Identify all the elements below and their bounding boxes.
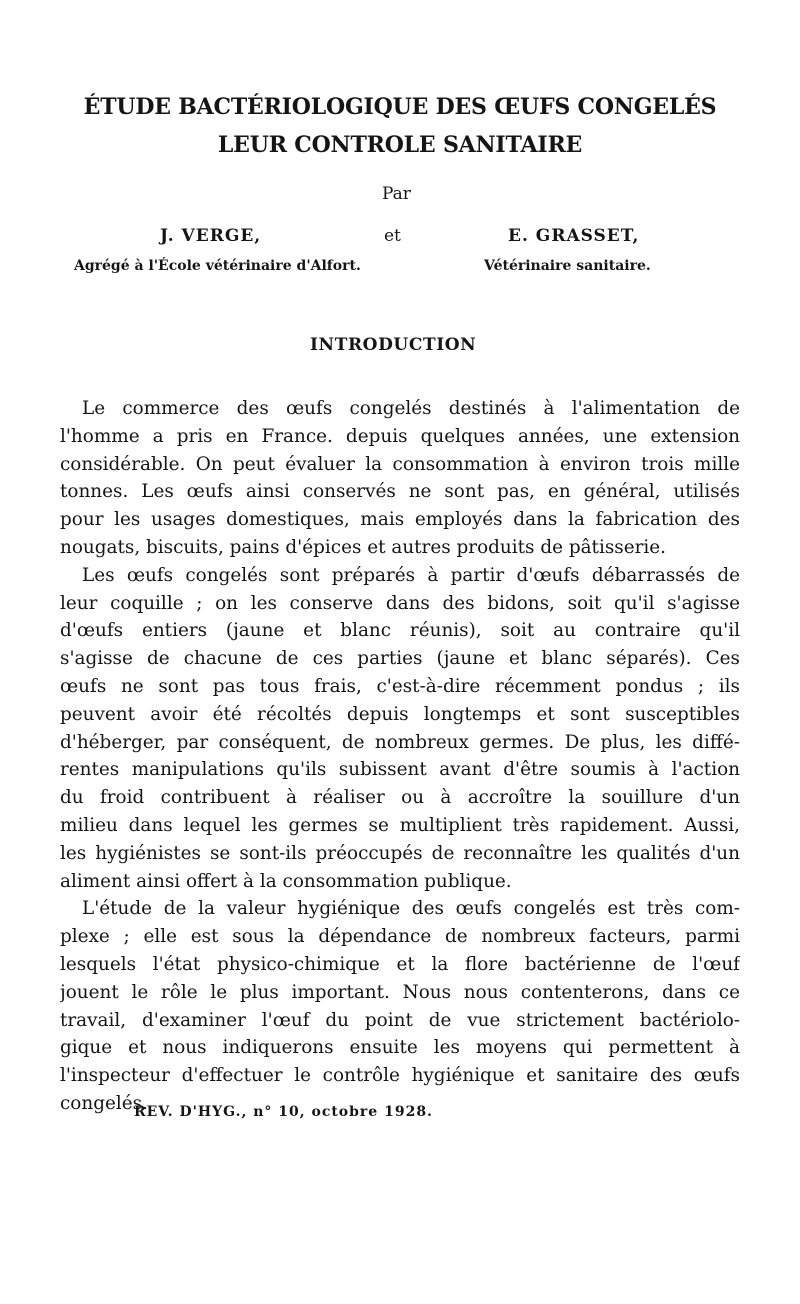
body-line: gique et nous indiquerons ensuite les moyens qui permettent à bbox=[60, 1037, 740, 1059]
byline-par: Par bbox=[382, 184, 411, 204]
body-line: rentes manipulations qu'ils subissent avant d'être soumis à l'action bbox=[60, 759, 740, 781]
body-line: les hygiénistes se sont-ils préoccupés de reconnaître les qualités d'un bbox=[60, 842, 740, 864]
author-1-name: J. VERGE, bbox=[160, 226, 262, 246]
body-line: considérable. On peut évaluer la consommation à environ trois mille bbox=[60, 453, 740, 475]
author-1-affiliation: Agrégé à l'École vétérinaire d'Alfort. bbox=[74, 258, 361, 274]
body-line: œufs ne sont pas tous frais, c'est-à-dire récemment pondus ; ils bbox=[60, 675, 740, 697]
body-line: pour les usages domestiques, mais employés dans la fabrication des bbox=[60, 509, 740, 531]
body-line: leur coquille ; on les conserve dans des bidons, soit qu'il s'agisse bbox=[60, 592, 740, 614]
body-line: d'héberger, par conséquent, de nombreux germes. De plus, les diffé- bbox=[60, 731, 740, 753]
body-line: Les œufs congelés sont préparés à partir d'œufs débarrassés de bbox=[82, 564, 740, 586]
title-line-2: LEUR CONTROLE SANITAIRE bbox=[217, 132, 583, 158]
body-line: l'inspecteur d'effectuer le contrôle hygiénique et sanitaire des œufs bbox=[60, 1065, 740, 1087]
body-line: l'homme a pris en France. depuis quelques années, une extension bbox=[60, 425, 740, 447]
title-line-1: ÉTUDE BACTÉRIOLOGIQUE DES ŒUFS CONGELÉS bbox=[83, 94, 717, 120]
body-line: peuvent avoir été récoltés depuis longtemps et sont susceptibles bbox=[60, 703, 740, 725]
body-line: d'œufs entiers (jaune et blanc réunis), soit au contraire qu'il bbox=[60, 620, 740, 642]
body-line: aliment ainsi offert à la consommation publique. bbox=[60, 870, 512, 892]
body-line: lesquels l'état physico-chimique et la flore bactérienne de l'œuf bbox=[60, 953, 740, 975]
body-line: Le commerce des œufs congelés destinés à l'alimentation de bbox=[82, 398, 740, 419]
body-line: congelés. bbox=[60, 1092, 148, 1114]
body-line: milieu dans lequel les germes se multiplient très rapidement. Aussi, bbox=[60, 814, 740, 836]
body-line: tonnes. Les œufs ainsi conservés ne sont pas, en général, utilisés bbox=[60, 481, 740, 503]
body-text bbox=[60, 395, 740, 1118]
body-line: nougats, biscuits, pains d'épices et autres produits de pâtisserie. bbox=[60, 536, 666, 558]
body-line: s'agisse de chacune de ces parties (jaune et blanc séparés). Ces bbox=[60, 648, 740, 670]
body-line: du froid contribuent à réaliser ou à accroître la souillure d'un bbox=[60, 787, 740, 809]
body-line: L'étude de la valeur hygiénique des œufs congelés est très com- bbox=[82, 898, 740, 920]
citation-footer: REV. D'HYG., n° 10, octobre 1928. bbox=[134, 1104, 433, 1120]
author-2-affiliation: Vétérinaire sanitaire. bbox=[484, 258, 651, 274]
body-line: jouent le rôle le plus important. Nous nous contenterons, dans ce bbox=[60, 981, 740, 1003]
body-line: travail, d'examiner l'œuf du point de vue strictement bactériolo- bbox=[60, 1009, 740, 1031]
body-line: plexe ; elle est sous la dépendance de nombreux facteurs, parmi bbox=[60, 926, 740, 948]
author-2-name: E. GRASSET, bbox=[508, 226, 640, 246]
byline-conjunction: et bbox=[384, 226, 401, 246]
section-heading: INTRODUCTION bbox=[310, 335, 477, 355]
